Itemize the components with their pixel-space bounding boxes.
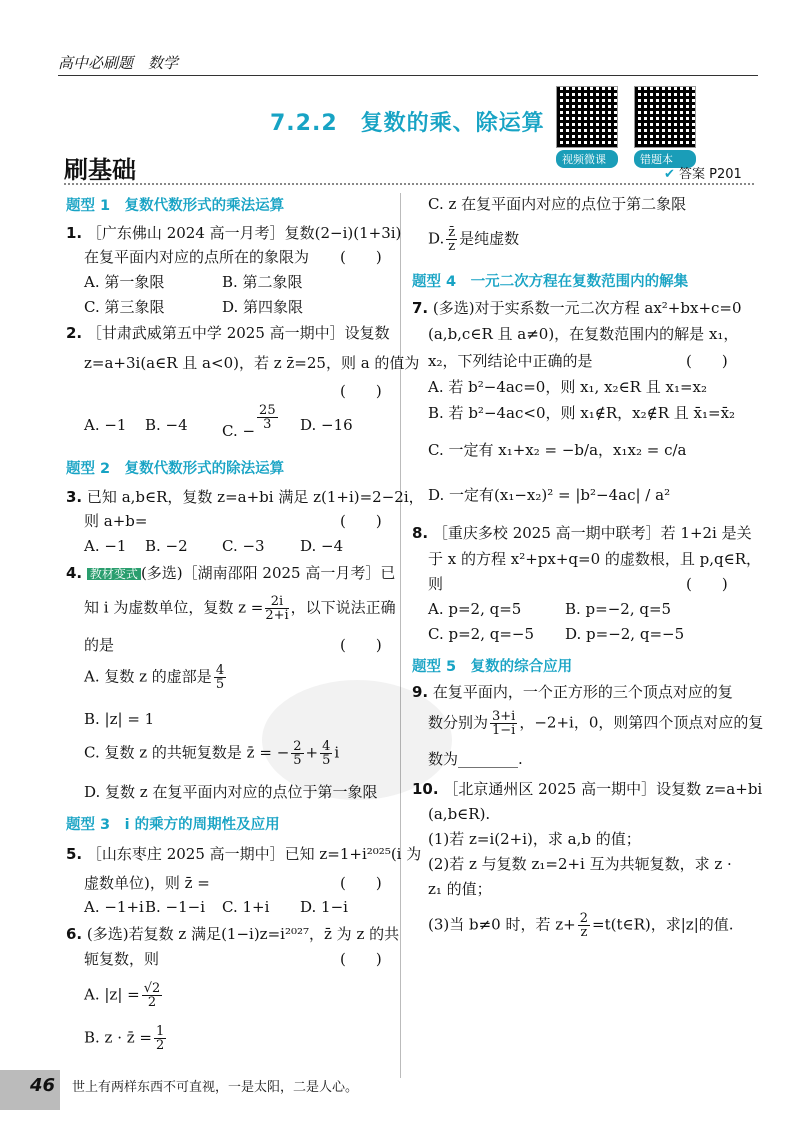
q7-option-b[interactable]: B. 若 b²−4ac<0，则 x₁∉R，x₂∉R 且 x̄₁=x̄₂ — [428, 404, 736, 422]
fraction — [154, 1025, 166, 1052]
denominator: 2 — [156, 1038, 165, 1053]
fraction — [320, 740, 332, 767]
answer-bracket[interactable]: ( ) — [340, 874, 382, 892]
answer-bracket[interactable]: ( ) — [686, 352, 728, 370]
question-number: 2. — [66, 324, 83, 342]
section-heading-3: 题型 3 i 的乘方的周期性及应用 — [66, 817, 280, 833]
q4-option-a[interactable] — [84, 664, 228, 691]
denominator: 2+i — [265, 608, 289, 623]
qr-video-label: 视频微课 — [556, 150, 618, 168]
q3-option-d[interactable]: D. −4 — [300, 537, 344, 555]
q1-option-c[interactable]: C. 第三象限 — [84, 298, 165, 316]
q6-option-b[interactable] — [84, 1025, 168, 1052]
numerator: 4 — [322, 739, 331, 754]
question-5-line-2: 虚数单位)，则 z̄ = — [84, 874, 210, 892]
answer-bracket[interactable]: ( ) — [340, 512, 382, 530]
q4-option-d[interactable]: D. 复数 z 在复平面内对应的点位于第一象限 — [84, 783, 378, 801]
q10-text: ［北京通州区 2025 高一期中］设复数 z=a+bi — [443, 780, 763, 798]
denominator: 2 — [147, 995, 157, 1010]
q3-option-a[interactable]: A. −1 — [84, 537, 127, 555]
textbook-variant-badge: 教材变式 — [87, 568, 141, 580]
question-10-line-1 — [412, 782, 762, 797]
section-heading-4: 题型 4 一元二次方程在复数范围内的解集 — [412, 274, 689, 290]
question-5-line-1 — [66, 847, 421, 862]
q6-option-d[interactable] — [428, 226, 519, 253]
question-9-line-1 — [412, 685, 733, 700]
question-number: 3. — [66, 488, 83, 506]
q1-option-a[interactable]: A. 第一象限 — [84, 273, 165, 291]
q7-option-d[interactable]: D. 一定有(x₁−x₂)² = |b²−4ac| / a² — [428, 486, 671, 504]
numerator: 2i — [265, 595, 288, 609]
q2-option-d[interactable]: D. −16 — [300, 416, 353, 434]
q7-option-a[interactable]: A. 若 b²−4ac=0，则 x₁, x₂∈R 且 x₁=x₂ — [428, 378, 708, 396]
question-8-line-3: 则 — [428, 575, 444, 593]
question-7-line-2: (a,b,c∈R 且 a≠0)，在复数范围内的解是 x₁， — [428, 325, 739, 343]
q8-option-a[interactable]: A. p=2, q=5 — [428, 600, 522, 618]
q6-text: (多选)若复数 z 满足(1−i)z=i²⁰²⁷，z̄ 为 z 的共 — [86, 925, 400, 943]
qr-error-label: 错题本 — [634, 150, 696, 168]
check-icon: ✔ — [664, 167, 675, 182]
qr-error-book[interactable] — [634, 86, 696, 168]
q4-option-c[interactable] — [84, 740, 339, 767]
q10-part-2-line-1: (2)若 z 与复数 z₁=2+i 互为共轭复数，求 z · — [428, 855, 732, 873]
question-3-line-1 — [66, 490, 424, 505]
question-6-line-1 — [66, 927, 399, 942]
brand-label: 刷基础 — [64, 156, 136, 184]
question-4-line-1 — [66, 566, 395, 581]
q8-option-b[interactable]: B. p=−2, q=5 — [565, 600, 672, 618]
section-heading-1: 题型 1 复数代数形式的乘法运算 — [66, 198, 285, 214]
q9-text-a: 数分别为 — [428, 713, 489, 732]
q5-option-a[interactable]: A. −1+i — [84, 898, 144, 916]
q4-c-label: C. 复数 z 的共轭复数是 z̄ = − — [84, 743, 290, 762]
q2-c-label: C. − — [222, 421, 256, 440]
denominator: 1−i — [492, 723, 516, 738]
q9-text-b: ，−2+i，0，则第四个顶点对应的复 — [519, 713, 764, 732]
q7-text: (多选)对于实系数一元二次方程 ax²+bx+c=0 — [432, 299, 742, 317]
q5-option-c[interactable]: C. 1+i — [222, 898, 270, 916]
denominator: z — [580, 925, 588, 940]
answer-reference — [664, 163, 742, 182]
answer-text: 答案 P201 — [679, 167, 742, 182]
section-title: 7.2.2 复数的乘、除运算 — [270, 111, 545, 136]
fraction — [257, 404, 278, 431]
numerator: 3+i — [492, 709, 516, 724]
column-divider — [400, 193, 401, 1078]
q4-text-a: 知 i 为虚数单位，复数 z = — [84, 598, 264, 617]
q4-option-b[interactable]: B. |z| = 1 — [84, 710, 155, 728]
q10-p3-text-b: =t(t∈R)，求|z|的值. — [592, 915, 734, 934]
q10-part-2-line-2: z₁ 的值； — [428, 880, 492, 898]
fraction — [578, 912, 590, 939]
q2-text: ［甘肃武威第五中学 2025 高一期中］设复数 — [86, 324, 390, 342]
question-9-line-2 — [428, 710, 763, 737]
q4-text: (多选)［湖南邵阳 2025 高一月考］已 — [140, 564, 396, 582]
numerator: 1 — [156, 1024, 165, 1039]
q2-option-a[interactable]: A. −1 — [84, 416, 127, 434]
q1-option-b[interactable]: B. 第二象限 — [222, 273, 303, 291]
question-3-line-2: 则 a+b= — [84, 512, 148, 530]
q6-a-label: A. |z| = — [84, 985, 140, 1004]
q3-option-c[interactable]: C. −3 — [222, 537, 265, 555]
question-number: 10. — [412, 780, 439, 798]
fraction — [490, 710, 517, 737]
q2-option-c[interactable] — [222, 403, 280, 440]
section-heading-5: 题型 5 复数的综合应用 — [412, 659, 573, 675]
q6-b-label: B. z · z̄ = — [84, 1028, 153, 1047]
q3-option-b[interactable]: B. −2 — [145, 537, 188, 555]
fraction — [265, 595, 288, 622]
answer-bracket[interactable]: ( ) — [340, 950, 382, 968]
qr-code-error-icon — [634, 86, 696, 148]
q9-text: 在复平面内，一个正方形的三个顶点对应的复 — [432, 683, 733, 701]
numerator: 25 — [259, 403, 276, 418]
fraction — [446, 226, 457, 253]
q7-option-c[interactable]: C. 一定有 x₁+x₂ = −b/a，x₁x₂ = c/a — [428, 441, 687, 459]
fraction — [142, 982, 163, 1009]
denominator: z — [448, 239, 456, 254]
imaginary-unit: i — [334, 743, 340, 762]
question-number: 5. — [66, 845, 83, 863]
q6-d-label: D. — [428, 229, 445, 248]
q10-part-3 — [428, 912, 734, 939]
question-2-line-2: z=a+3i(a∈R 且 a<0)，若 z z̄=25，则 a 的值为 — [84, 354, 420, 372]
question-8-line-2: 于 x 的方程 x²+px+q=0 的虚数根，且 p,q∈R， — [428, 550, 762, 568]
q4-a-label: A. 复数 z 的虚部是 — [84, 667, 212, 686]
fraction — [214, 664, 226, 691]
book-header: 高中必刷题 数学 — [58, 54, 179, 72]
brand-divider — [64, 183, 754, 185]
question-number: 6. — [66, 925, 83, 943]
q8-option-d[interactable]: D. p=−2, q=−5 — [565, 625, 685, 643]
denominator: 3 — [263, 417, 272, 432]
q5-option-b[interactable]: B. −1−i — [145, 898, 206, 916]
q1-text: ［广东佛山 2024 高一月考］复数(2−i)(1+3i) — [86, 224, 402, 242]
numerator: 2 — [293, 739, 302, 754]
denominator: 5 — [215, 677, 225, 692]
answer-bracket[interactable]: ( ) — [340, 636, 382, 654]
q10-p3-text-a: (3)当 b≠0 时，若 z+ — [428, 915, 576, 934]
question-8-line-1 — [412, 526, 752, 541]
q8-option-c[interactable]: C. p=2, q=−5 — [428, 625, 535, 643]
qr-code-video-icon — [556, 86, 618, 148]
numerator: 4 — [215, 663, 225, 678]
question-7-line-1 — [412, 301, 742, 316]
question-number: 7. — [412, 299, 429, 317]
question-number: 9. — [412, 683, 429, 701]
answer-bracket[interactable]: ( ) — [686, 575, 728, 593]
question-4-line-3: 的是 — [84, 636, 115, 654]
q6-d-text: 是纯虚数 — [459, 229, 520, 248]
question-6-line-2: 轭复数，则 — [84, 950, 160, 968]
q6-option-a[interactable] — [84, 982, 164, 1009]
question-4-line-2 — [84, 595, 396, 622]
answer-bracket[interactable]: ( ) — [340, 382, 382, 400]
question-7-line-3: x₂，下列结论中正确的是 — [428, 352, 593, 370]
footer-quote: 世上有两样东西不可直视，一是太阳，二是人心。 — [72, 1080, 359, 1095]
question-2-line-1 — [66, 326, 390, 341]
section-heading-2: 题型 2 复数代数形式的除法运算 — [66, 461, 285, 477]
numerator: √2 — [143, 981, 161, 996]
numerator: 2 — [579, 911, 589, 926]
question-number: 8. — [412, 524, 429, 542]
fraction — [291, 740, 303, 767]
q10-part-1: (1)若 z=i(2+i)，求 a,b 的值； — [428, 830, 641, 848]
q6-option-c[interactable]: C. z 在复平面内对应的点位于第二象限 — [428, 195, 687, 213]
question-number: 4. — [66, 564, 83, 582]
denominator: 5 — [322, 753, 331, 768]
numerator: z̄ — [448, 225, 456, 240]
q4-text-b: ，以下说法正确 — [290, 598, 396, 617]
q5-option-d[interactable]: D. 1−i — [300, 898, 348, 916]
question-1-line-1 — [66, 226, 401, 241]
answer-bracket[interactable]: ( ) — [340, 248, 382, 266]
question-number: 1. — [66, 224, 83, 242]
question-9-line-3[interactable]: 数为________. — [428, 750, 523, 768]
q3-text: 已知 a,b∈R，复数 z=a+bi 满足 z(1+i)=2−2i， — [86, 488, 424, 506]
q1-option-d[interactable]: D. 第四象限 — [222, 298, 304, 316]
header-divider — [58, 75, 758, 76]
question-1-line-2: 在复平面内对应的点所在的象限为 — [84, 248, 310, 266]
q2-option-b[interactable]: B. −4 — [145, 416, 188, 434]
page-number: 46 — [30, 1075, 56, 1096]
denominator: 5 — [293, 753, 302, 768]
question-10-line-2: (a,b∈R). — [428, 805, 491, 823]
plus-sign: + — [305, 743, 319, 762]
q5-text: ［山东枣庄 2025 高一期中］已知 z=1+i²⁰²⁵(i 为 — [86, 845, 422, 863]
q8-text: ［重庆多校 2025 高一期中联考］若 1+2i 是关 — [432, 524, 752, 542]
qr-video[interactable] — [556, 86, 618, 168]
